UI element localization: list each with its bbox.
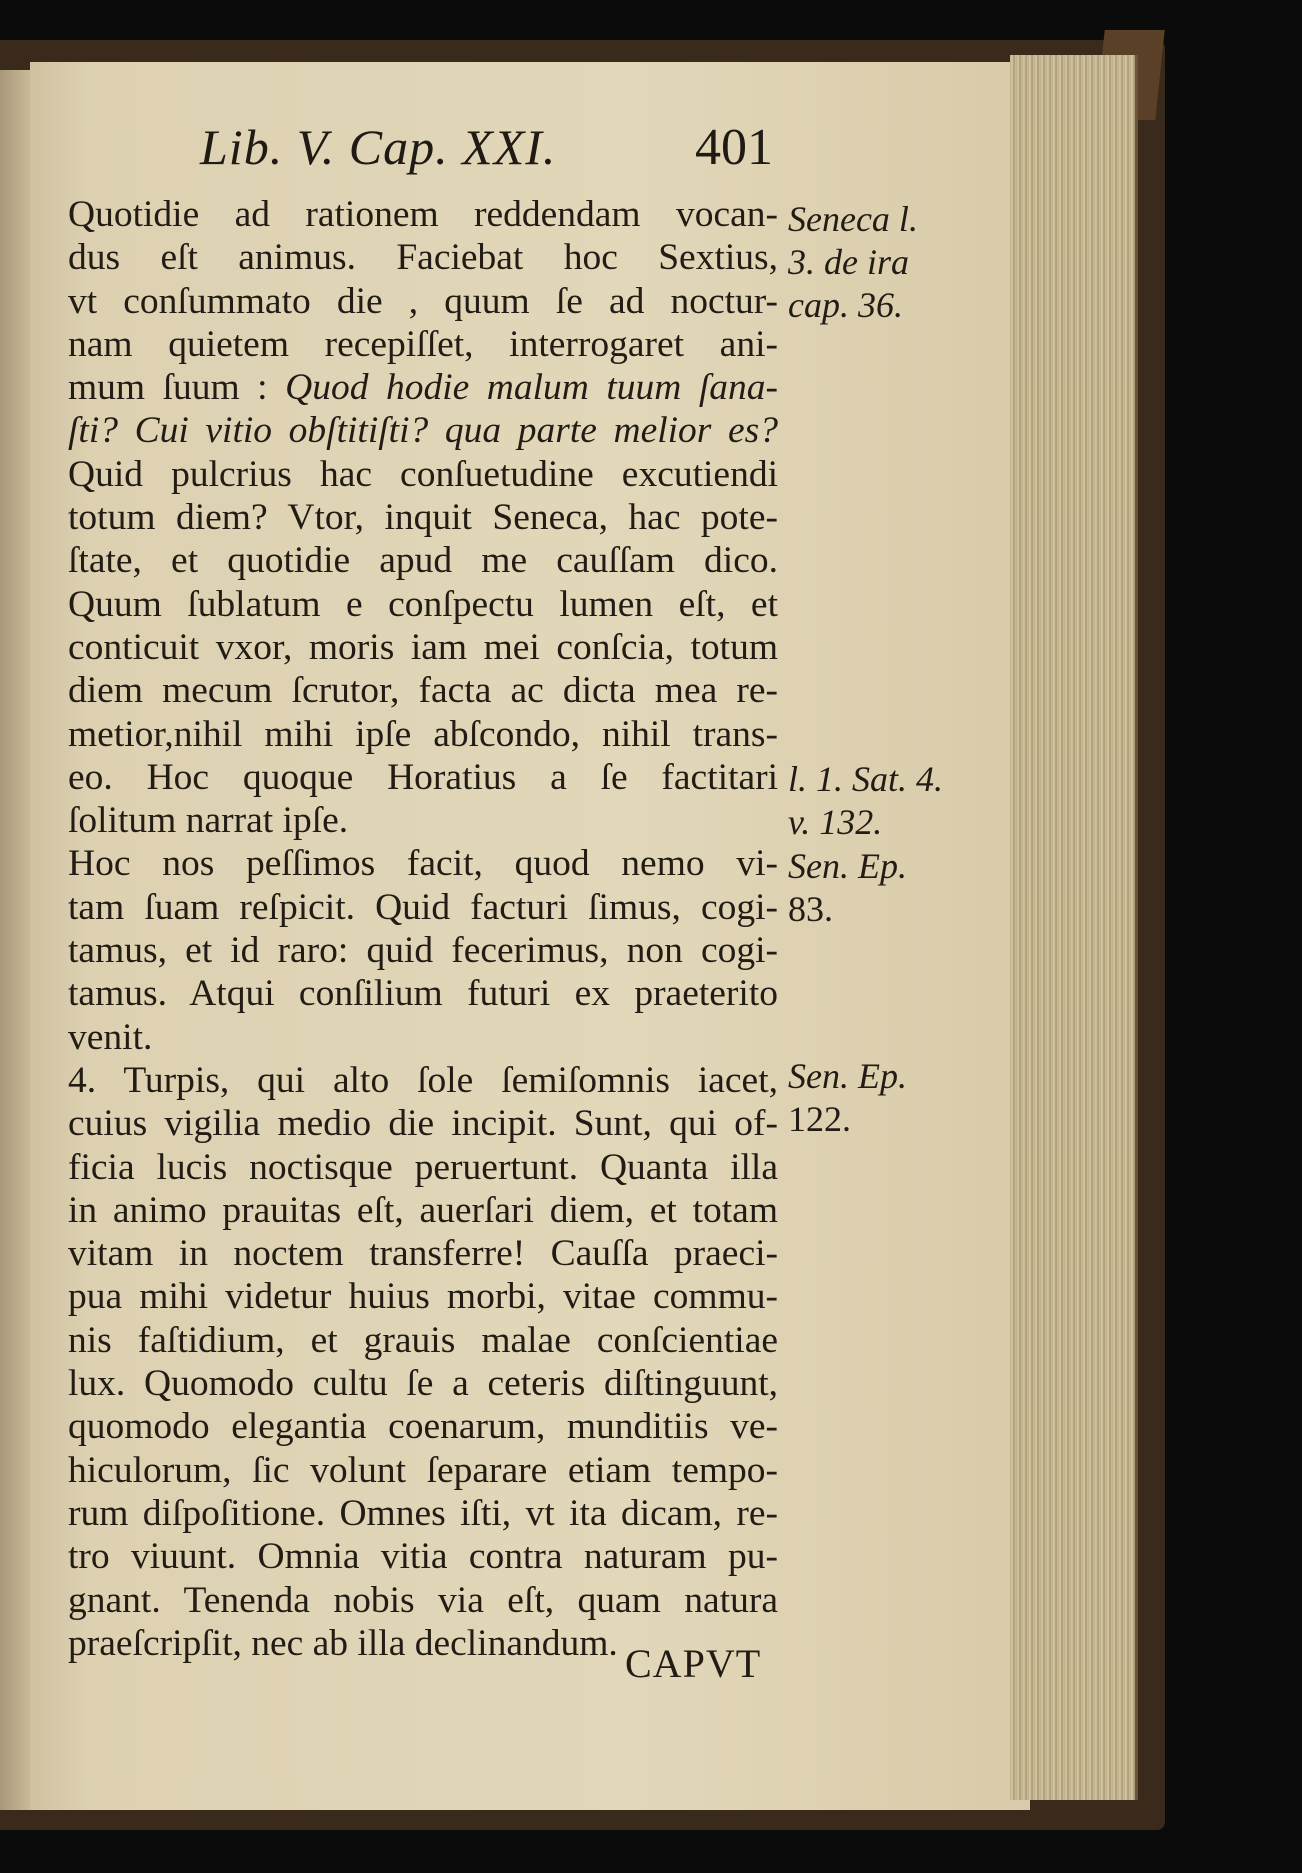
text-line: metior,nihil mihi ipſe abſcondo, nihil trans-	[68, 713, 778, 755]
text-line: 4. Turpis, qui alto ſole ſemiſomnis iacet,	[68, 1059, 778, 1101]
text-line: lux. Quomodo cultu ſe a ceteris diſtinguunt,	[68, 1363, 778, 1405]
text-line: praeſcripſit, nec ab illa declinandum.	[68, 1622, 618, 1664]
text-line: diem mecum ſcrutor, facta ac dicta mea re-	[68, 670, 778, 712]
text-line: Quotidie ad rationem reddendam vocan-	[68, 194, 778, 235]
text-line: ſtate, et quotidie apud me cauſſam dico.	[68, 540, 778, 582]
text-line: rum diſpoſitione. Omnes iſti, vt ita dicam, re-	[68, 1492, 778, 1534]
text-line: Hoc nos peſſimos facit, quod nemo vi-	[68, 843, 778, 885]
text-line: dus eſt animus. Faciebat hoc Sextius,	[68, 237, 778, 279]
page-block-edge	[1010, 55, 1138, 1800]
text-line: vt conſummato die , quum ſe ad noctur-	[68, 280, 778, 322]
text-line: conticuit vxor, moris iam mei conſcia, totum	[68, 626, 778, 668]
text-line: nam quietem recepiſſet, interrogaret ani-	[68, 323, 778, 365]
text-line	[68, 366, 778, 409]
body-text	[68, 193, 778, 1665]
text-line-italic: ſti? Cui vitio obſtitiſti? qua parte melior es?	[68, 410, 778, 452]
text-line-italic: Quod hodie malum tuum ſana-	[285, 367, 779, 409]
text-line: pua mihi videtur huius morbi, vitae commu-	[68, 1276, 778, 1318]
text-line: gnant. Tenenda nobis via eſt, quam natura	[68, 1579, 778, 1621]
catchword: CAPVT	[625, 1641, 762, 1686]
text-line: ficia lucis noctisque peruertunt. Quanta illa	[68, 1146, 778, 1188]
page-number: 401	[695, 119, 773, 176]
text-line: nis faſtidium, et grauis malae conſcientiae	[68, 1319, 778, 1361]
marginal-note-horatius: l. 1. Sat. 4. v. 132.	[788, 759, 944, 842]
text-line: eo. Hoc quoque Horatius a ſe factitari	[68, 756, 778, 798]
marginal-note-seneca-ep-122: Sen. Ep. 122.	[788, 1056, 907, 1139]
facing-page-edge	[0, 70, 30, 1810]
text-line: ſolitum narrat ipſe.	[68, 800, 349, 842]
marginal-note-seneca-ira: Seneca l. 3. de ira cap. 36.	[788, 199, 918, 325]
text-line: Quid pulcrius hac conſuetudine excutiendi	[68, 453, 778, 495]
text-line: tam ſuam reſpicit. Quid facturi ſimus, cogi-	[68, 886, 778, 928]
text-line: Quum ſublatum e conſpectu lumen eſt, et	[68, 583, 778, 625]
text-line: tamus. Atqui conſilium futuri ex praeterito	[68, 973, 778, 1015]
text-line: totum diem? Vtor, inquit Seneca, hac pote-	[68, 497, 778, 539]
text-line: in animo prauitas eſt, auerſari diem, et totam	[68, 1189, 778, 1231]
marginal-note-seneca-ep-83: Sen. Ep. 83.	[788, 846, 907, 929]
text-line: vitam in noctem transferre! Cauſſa praeci-	[68, 1233, 778, 1275]
running-head: Lib. V. Cap. XXI.	[200, 119, 557, 175]
text-line	[68, 409, 778, 452]
text-line: hiculorum, ſic volunt ſeparare etiam tempo-	[68, 1449, 778, 1491]
text-line: cuius vigilia medio die incipit. Sunt, qui of-	[68, 1103, 778, 1145]
text-line: tro viuunt. Omnia vitia contra naturam pu-	[68, 1536, 778, 1578]
text-line: quomodo elegantia coenarum, munditiis ve-	[68, 1406, 778, 1448]
text-line: tamus, et id raro: quid fecerimus, non cogi-	[68, 930, 778, 972]
text-line-roman: mum ſuum :	[68, 367, 286, 409]
text-line: venit.	[68, 1016, 153, 1058]
